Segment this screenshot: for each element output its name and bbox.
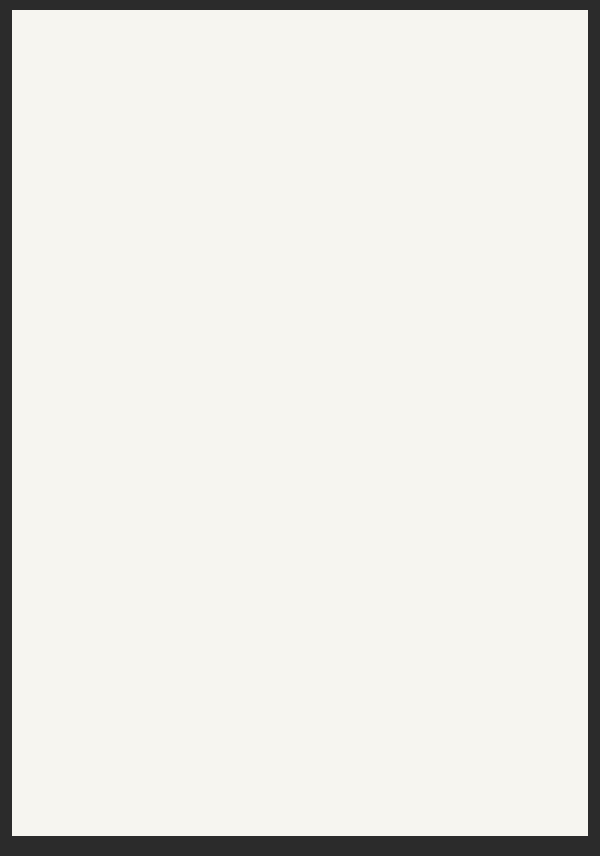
text-column-top-right: [96, 52, 556, 390]
magazine-page: [12, 10, 588, 836]
text-column-bottom: [36, 538, 556, 778]
article-headline: [40, 62, 80, 392]
